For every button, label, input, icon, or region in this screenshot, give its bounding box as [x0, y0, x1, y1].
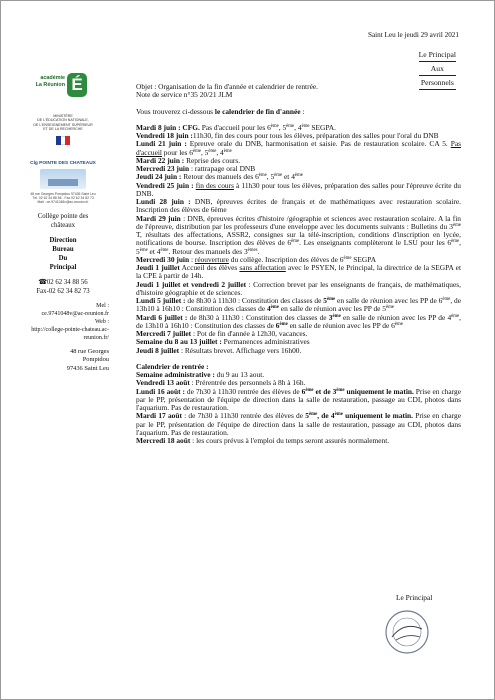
school-building-icon [40, 169, 86, 189]
schedule-entry: Vendredi 18 juin :11h30, fin des cours pour tous les élèves, préparation des salles pour l'oral du DNB [136, 131, 439, 140]
schedule-entry: Mercredi 23 juin : rattrapage oral DNB [136, 164, 256, 173]
academy-logo-mark: É [67, 73, 87, 97]
school-name-line: châteaux [50, 221, 76, 229]
schedule-entry: Jeudi 24 juin : Retour des manuels des 6ème, 5ème et 4ème [136, 172, 303, 182]
schedule-entry: Jeudi 1 juillet et vendredi 2 juillet : Correction brevet par les enseignants de français, de mathématiques, d'histoire géographie et de sciences. [136, 279, 461, 297]
schedule-entry: Mardi 29 juin : DNB, épreuves écrites d'histoire /géographie et sciences avec restauration scolaire. A la fin de l'épreuve, distribution par les professeurs d'une enveloppe avec les documents suivants : Bulletins du 3ème T, résultats des affectations, ASSR2, consignes sur la télé-inscription, conditions d'inscription en lycée, notifications de bourse. Inscription des élèves de 6ème. Les enseignants complèteront le LSU pour les 6ème, 5ème et 4ème. Retour des manuels des 3èmes. [136, 213, 462, 256]
mail-link[interactable]: ce.9741048v@ac-reunion.fr [41, 310, 109, 317]
schedule-entry: Mercredi 30 juin : réouverture du collège. Inscription des élèves de 6ème SEGPA [136, 254, 377, 264]
academy-logo-line2: La Réunion [35, 82, 65, 88]
web-label: Web : [94, 318, 109, 325]
schedule-entry: Mardi 6 juillet : de 8h30 à 11h30 : Constitution des classes de 3ème en salle de réunion avec les PP de 4ème, de 13h10 à 16h10 : Constitution des classes de 6ème en salle de réunion avec les PP de 6ème [136, 312, 461, 330]
object-line: Objet : Organisation de la fin d'année et calendrier de rentrée. [136, 82, 318, 91]
schedule-entry: Lundi 16 août : de 7h30 à 11h30 rentrée des élèves de 6ème et de 3ème uniquement le matin. Prise en charge par le PP, présentation de l'équipe de direction dans la salle de restauration, passage au CDI, photos dans l'aquarium. Pas de restauration. [136, 386, 461, 412]
schedule-entry: Vendredi 13 août : Prérentrée des personnels à 8h à 16h. [136, 378, 306, 388]
letter-date: Saint Leu le jeudi 29 avril 2021 [367, 31, 459, 39]
office-line: Bureau [52, 245, 74, 253]
schedule-entry: Semaine administrative : du 9 au 13 aout. [136, 370, 265, 379]
official-stamp-icon [382, 607, 432, 657]
office-line: Principal [49, 263, 77, 271]
fax-number: Fax-02 62 34 82 73 [36, 287, 90, 295]
recipient-line: Personnels [419, 77, 456, 90]
schedule-entry: Mercredi 18 août : les cours prévus à l'emploi du temps seront assurés normalement. [136, 436, 390, 445]
ministry-text: MINISTÈRE DE L'ÉDUCATION NATIONALE, DE L'ENSEIGNEMENT SUPÉRIEUR ET DE LA RECHERCHE [33, 114, 93, 132]
schedule-entry: Lundi 5 juillet : de 8h30 à 11h30 : Constitution des classes de 5ème en salle de réunion avec les PP de 6ème, de 13h10 à 16h10 : Constitution des classes de 4ème en salle de réunion avec les PP de 5ème [136, 296, 461, 314]
mail-label: Mel : [96, 302, 109, 309]
schedule-entry: Mardi 22 juin : Reprise des cours. [136, 155, 241, 165]
address-line: 48 rue Georges [70, 347, 109, 355]
school-contact [13, 212, 113, 374]
address-line: Pompidou [82, 356, 109, 364]
schedule-entry: Mardi 17 août : de 7h30 à 11h30 rentrée des élèves de 5ème, de 4ème uniquement le matin. Prise en charge par le PP, présentation de l'équipe de direction dans la salle de restauration, passage au CDI, photos dans l'aquarium. Pas de restauration. [136, 411, 462, 437]
schedule-entry: Lundi 21 juin : Epreuve orale du DNB, harmonisation et saisie. Pas de restauration scolaire. CA 5. Pas d'accueil pour les 6ème, 5ème, 4ème [136, 139, 462, 157]
office-line: Du [58, 254, 68, 262]
office-line: Direction [49, 236, 77, 244]
signature-title: Le Principal [396, 593, 433, 602]
schedule-entry: Vendredi 25 juin : fin des cours à 11h30 pour tous les élèves, préparation des salles pour l'épreuve écrite du DNB. [136, 180, 461, 198]
schedule-entry: Lundi 28 juin : DNB, épreuves écrites de français et de mathématiques avec restauration scolaire. Inscription des élèves de 6ème [136, 197, 461, 215]
schedule-entry: Jeudi 1 juillet Accueil des élèves sans affectation avec le PSYEN, le Principal, la directrice de la SEGPA et la CPE à partir de 14h. [136, 263, 461, 281]
section-heading: Calendrier de rentrée : [136, 361, 209, 371]
schedule-entry: Jeudi 8 juillet : Résultats brevet. Affichage vers 16h00. [136, 345, 302, 355]
academy-logo [33, 71, 93, 109]
letterhead-sidebar [13, 71, 113, 379]
school-logo-title: Clg POINTE DES CHATEAUX [30, 160, 96, 166]
recipient-line: Le Principal [419, 49, 456, 62]
schedule-entry: Semaine du 8 au 13 juillet : Permanences administratives [136, 337, 310, 347]
recipient-line: Aux [419, 63, 456, 76]
schedule-entry: Mercredi 7 juillet : Pot de fin d'année à 12h30, vacances. [136, 329, 308, 338]
web-link[interactable]: http://college-pointe-chateau.ac-reunion.fr/ [31, 326, 109, 341]
address-line: 97436 Saint Leu [66, 364, 109, 372]
intro-line: Vous trouverez ci-dessous le calendrier de fin d'année : [136, 106, 305, 116]
school-name-line: Collège pointe des [37, 212, 89, 220]
letter-body [136, 83, 461, 445]
phone-number: ☎02 62 34 88 56 [38, 278, 88, 286]
academy-logo-line1: académie [40, 75, 65, 81]
school-logo [18, 161, 108, 204]
note-reference: Note de service n°35 20/21 JLM [136, 90, 233, 100]
schedule-entry: Mardi 8 juin : CFG. Pas d'accueil pour les 6ème, 5ème, 4ème SEGPA. [136, 122, 336, 132]
french-flag-icon [56, 136, 70, 145]
school-logo-caption: 48 rue Georges Pompidou 97436 Saint Leu Tél. 02 62 34 88 56 - Fax 02 62 34 82 73 Mail : ce.9741048v@ac-reunion.fr [30, 191, 96, 204]
